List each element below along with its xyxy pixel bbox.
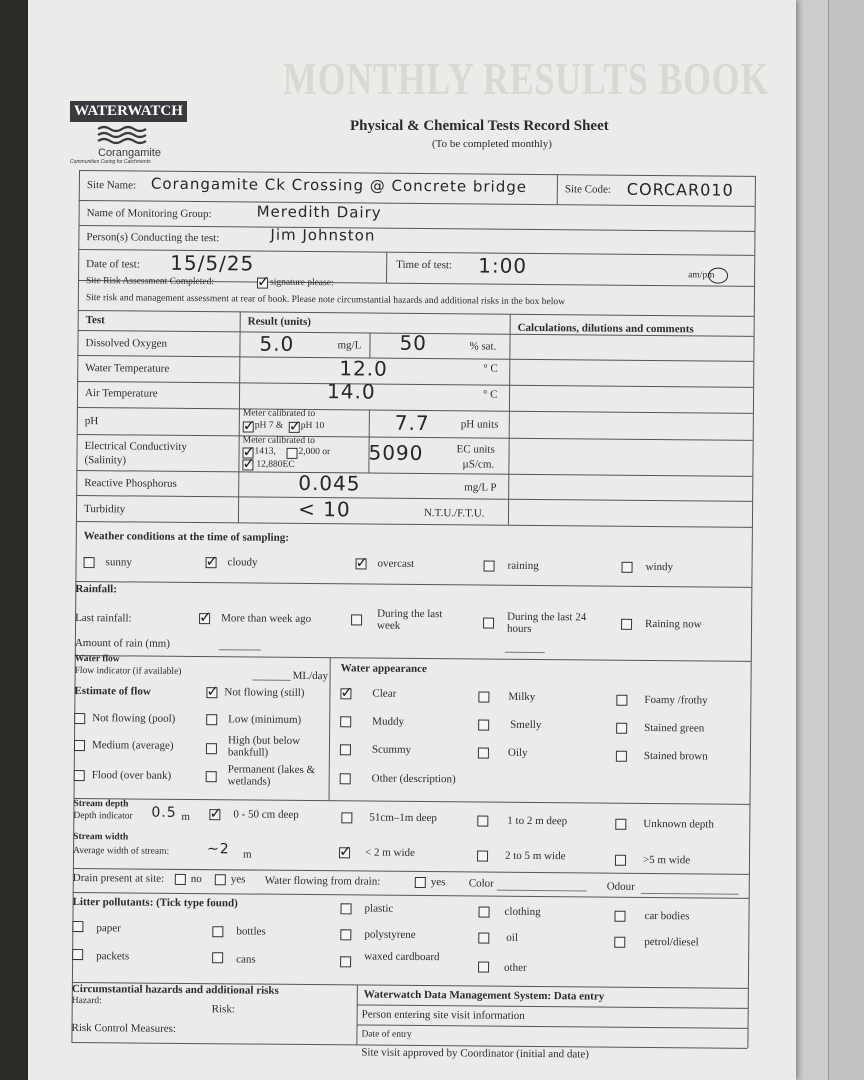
ph-label: pH bbox=[84, 415, 99, 428]
not-flowing-still-checkbox[interactable] bbox=[206, 687, 217, 698]
oil-checkbox[interactable] bbox=[478, 933, 489, 944]
waterwatch-logo bbox=[70, 101, 222, 165]
sunny-label: sunny bbox=[105, 556, 132, 569]
bottles-label: bottles bbox=[236, 925, 266, 938]
clothing-checkbox[interactable] bbox=[478, 907, 489, 918]
record-form bbox=[71, 170, 755, 1076]
medium-flow-label: Medium (average) bbox=[91, 739, 174, 752]
persons-value[interactable]: Jim Johnston bbox=[270, 225, 376, 245]
raining-now-checkbox[interactable] bbox=[621, 619, 632, 630]
logo-subtitle: Corangamite bbox=[98, 147, 161, 159]
background-page-3 bbox=[828, 0, 864, 1080]
depth-0-50-checkbox[interactable] bbox=[209, 809, 220, 820]
width-gt5-label: >5 m wide bbox=[642, 853, 691, 867]
waxed-cardboard-label: waxed cardboard bbox=[364, 950, 440, 964]
last-rainfall-label: Last rainfall: bbox=[75, 611, 132, 625]
more-than-week-checkbox[interactable] bbox=[199, 613, 210, 624]
depth-indicator-label: Depth indicator bbox=[73, 810, 133, 822]
permanent-flow-checkbox[interactable] bbox=[206, 771, 217, 782]
drain-no-checkbox[interactable] bbox=[175, 874, 186, 885]
depth-unknown-checkbox[interactable] bbox=[615, 819, 626, 830]
flow-indicator-label: Flow indicator (if available) bbox=[74, 665, 182, 677]
ghost-title: MONTHLY RESULTS BOOK bbox=[283, 53, 770, 104]
depth-indicator-value[interactable]: 0.5 bbox=[151, 804, 177, 821]
turbidity-unit: N.T.U./F.T.U. bbox=[423, 507, 485, 520]
windy-label: windy bbox=[645, 560, 674, 574]
turbidity-value[interactable]: < 10 bbox=[297, 496, 351, 522]
ampm-label: am/pm bbox=[688, 270, 715, 281]
group-value[interactable]: Meredith Dairy bbox=[256, 202, 382, 222]
cloudy-checkbox[interactable] bbox=[206, 557, 217, 568]
polystyrene-label: polystyrene bbox=[364, 928, 416, 941]
high-flow-label: High (but below bankfull) bbox=[227, 734, 301, 759]
rp-unit: mg/L P bbox=[464, 481, 497, 494]
depth-unknown-label: Unknown depth bbox=[643, 817, 714, 831]
risk-control-label: Risk Control Measures: bbox=[71, 1021, 177, 1035]
not-flowing-still-label: Not flowing (still) bbox=[224, 686, 305, 699]
milky-label: Milky bbox=[508, 690, 536, 704]
weather-heading: Weather conditions at the time of sampling: bbox=[83, 530, 289, 544]
do-value[interactable]: 5.0 bbox=[259, 331, 295, 356]
color-label: Color bbox=[468, 877, 494, 890]
avg-width-unit: m bbox=[242, 848, 252, 861]
water-flowing-drain-label: Water flowing from drain: bbox=[264, 874, 381, 888]
smelly-checkbox[interactable] bbox=[478, 720, 489, 731]
dms-person-label: Person entering site visit information bbox=[361, 1008, 525, 1022]
clothing-label: clothing bbox=[504, 905, 541, 919]
packets-label: packets bbox=[96, 950, 130, 963]
col-calc: Calculations, dilutions and comments bbox=[517, 321, 694, 336]
depth-1-2m-checkbox[interactable] bbox=[477, 816, 488, 827]
risk-completed-label: Site Risk Assessment Completed: bbox=[85, 276, 215, 288]
ec-value[interactable]: 5090 bbox=[368, 440, 424, 466]
muddy-label: Muddy bbox=[372, 715, 405, 728]
car-bodies-label: car bodies bbox=[644, 909, 690, 923]
rp-label: Reactive Phosphorus bbox=[84, 477, 177, 490]
avg-width-value[interactable]: ~2 bbox=[207, 841, 230, 858]
air-temp-unit: ° C bbox=[483, 388, 498, 401]
site-code-label: Site Code: bbox=[564, 183, 612, 196]
do-unit: mg/L bbox=[337, 339, 362, 352]
persons-label: Person(s) Conducting the test: bbox=[86, 231, 220, 245]
risk-signature-label: signature please: bbox=[269, 277, 334, 289]
dms-approved-label: Site visit approved by Coordinator (initial and date) bbox=[361, 1046, 589, 1061]
width-lt2-checkbox[interactable] bbox=[339, 847, 350, 858]
ec2000-checkbox[interactable] bbox=[286, 448, 297, 459]
cans-checkbox[interactable] bbox=[212, 952, 223, 963]
raining-label: raining bbox=[507, 559, 539, 573]
other-litter-label: other bbox=[504, 961, 527, 974]
ph7-label: pH 7 & bbox=[254, 420, 284, 431]
sheet-title: Physical & Chemical Tests Record Sheet bbox=[350, 118, 609, 134]
logo-tagline: Communities Caring for Catchments bbox=[70, 159, 151, 165]
depth-51-1m-label: 51cm–1m deep bbox=[369, 811, 437, 825]
cloudy-label: cloudy bbox=[227, 556, 258, 569]
ec1413-label: 1413, bbox=[254, 446, 276, 457]
drain-yes-checkbox[interactable] bbox=[215, 874, 226, 885]
site-name-label: Site Name: bbox=[86, 179, 137, 192]
ec-calibrated-label: Meter calibrated to bbox=[242, 435, 315, 447]
overcast-label: overcast bbox=[377, 557, 415, 570]
water-temp-label: Water Temperature bbox=[85, 362, 170, 375]
risk-label: Risk: bbox=[211, 1003, 235, 1016]
stained-green-checkbox[interactable] bbox=[616, 723, 627, 734]
waves-icon bbox=[70, 124, 190, 146]
stream-depth-heading: Stream depth bbox=[73, 798, 129, 810]
overcast-checkbox[interactable] bbox=[356, 558, 367, 569]
depth-unit: m bbox=[181, 810, 190, 823]
foamy-label: Foamy /frothy bbox=[644, 693, 708, 707]
odour-label: Odour bbox=[606, 880, 635, 893]
ph10-checkbox[interactable] bbox=[289, 422, 300, 433]
air-temp-value[interactable]: 14.0 bbox=[326, 379, 376, 404]
ml-day-label: ML/day bbox=[292, 669, 329, 683]
last-24h-label: During the last 24 hours bbox=[506, 610, 587, 635]
milky-checkbox[interactable] bbox=[478, 692, 489, 703]
oil-label: oil bbox=[506, 931, 518, 944]
do-sat-value[interactable]: 50 bbox=[399, 330, 428, 356]
last-24h-checkbox[interactable] bbox=[483, 618, 494, 629]
do-sat-unit: % sat. bbox=[469, 340, 497, 353]
waxed-cardboard-checkbox[interactable] bbox=[340, 956, 351, 967]
col-result: Result (units) bbox=[247, 315, 312, 329]
turbidity-label: Turbidity bbox=[83, 503, 126, 516]
rainfall-heading: Rainfall: bbox=[75, 582, 117, 596]
raining-checkbox[interactable] bbox=[484, 561, 495, 572]
muddy-checkbox[interactable] bbox=[340, 716, 351, 727]
estimate-flow-label: Estimate of flow bbox=[74, 684, 151, 698]
air-temp-label: Air Temperature bbox=[85, 387, 158, 400]
col-test: Test bbox=[85, 314, 105, 327]
width-gt5-checkbox[interactable] bbox=[615, 855, 626, 866]
water-appearance-heading: Water appearance bbox=[340, 662, 427, 676]
petrol-diesel-label: petrol/diesel bbox=[644, 935, 699, 949]
risk-completed-checkbox[interactable] bbox=[257, 278, 268, 289]
dms-heading: Waterwatch Data Management System: Data entry bbox=[363, 988, 605, 1003]
avg-width-label: Average width of stream: bbox=[73, 845, 170, 857]
site-name-value[interactable]: Corangamite Ck Crossing @ Concrete bridge bbox=[150, 174, 528, 196]
clear-label: Clear bbox=[372, 687, 397, 700]
drain-label: Drain present at site: bbox=[72, 871, 165, 885]
ph7-checkbox[interactable] bbox=[243, 421, 254, 432]
oily-label: Oily bbox=[507, 746, 528, 759]
ec-unit-2: µS/cm. bbox=[462, 458, 495, 471]
stained-brown-label: Stained brown bbox=[643, 749, 708, 763]
width-lt2-label: < 2 m wide bbox=[365, 846, 416, 859]
drain-flowing-yes-checkbox[interactable] bbox=[415, 877, 426, 888]
litter-heading: Litter pollutants: (Tick type found) bbox=[72, 895, 238, 910]
car-bodies-checkbox[interactable] bbox=[614, 911, 625, 922]
drain-yes-label: yes bbox=[230, 873, 246, 886]
medium-flow-checkbox[interactable] bbox=[74, 740, 85, 751]
amount-rain-label: Amount of rain (mm) bbox=[74, 636, 170, 650]
ph-unit: pH units bbox=[460, 418, 499, 431]
depth-0-50-label: 0 - 50 cm deep bbox=[233, 808, 299, 821]
permanent-flow-label: Permanent (lakes & wetlands) bbox=[227, 763, 316, 788]
rp-value[interactable]: 0.045 bbox=[298, 470, 361, 496]
date-value[interactable]: 15/5/25 bbox=[170, 250, 255, 276]
risk-note: Site risk and management assessment at rear of book. Please note circumstantial hazards and additional risks in the box below bbox=[85, 293, 566, 308]
flood-flow-checkbox[interactable] bbox=[74, 770, 85, 781]
not-flowing-pool-checkbox[interactable] bbox=[74, 713, 85, 724]
other-appearance-checkbox[interactable] bbox=[340, 773, 351, 784]
scummy-checkbox[interactable] bbox=[340, 744, 351, 755]
width-2-5-checkbox[interactable] bbox=[477, 850, 488, 861]
depth-51-1m-checkbox[interactable] bbox=[341, 812, 352, 823]
stream-width-heading: Stream width bbox=[73, 831, 129, 843]
time-label: Time of test: bbox=[396, 258, 453, 272]
oily-checkbox[interactable] bbox=[478, 748, 489, 759]
low-flow-label: Low (minimum) bbox=[228, 713, 302, 726]
sheet-subtitle: (To be completed monthly) bbox=[432, 138, 552, 150]
sunny-checkbox[interactable] bbox=[84, 557, 95, 568]
paper-checkbox[interactable] bbox=[72, 921, 83, 932]
cans-label: cans bbox=[236, 953, 256, 966]
raining-now-label: Raining now bbox=[645, 617, 702, 631]
water-temp-unit: ° C bbox=[483, 362, 498, 375]
stained-green-label: Stained green bbox=[644, 721, 705, 735]
pm-circle bbox=[708, 267, 728, 283]
last-week-checkbox[interactable] bbox=[351, 614, 362, 625]
other-litter-checkbox[interactable] bbox=[478, 962, 489, 973]
drain-flowing-yes-label: yes bbox=[430, 876, 446, 889]
low-flow-checkbox[interactable] bbox=[206, 714, 217, 725]
site-code-value[interactable]: CORCAR010 bbox=[626, 179, 734, 200]
paper-label: paper bbox=[96, 922, 121, 935]
time-value[interactable]: 1:00 bbox=[478, 253, 528, 278]
other-appearance-label: Other (description) bbox=[371, 772, 456, 786]
group-label: Name of Monitoring Group: bbox=[86, 207, 212, 221]
ph10-label: pH 10 bbox=[300, 420, 325, 432]
logo-wordmark: WATERWATCH bbox=[70, 101, 187, 122]
drain-no-label: no bbox=[190, 873, 202, 886]
water-temp-value[interactable]: 12.0 bbox=[339, 356, 388, 381]
depth-1-2m-label: 1 to 2 m deep bbox=[507, 814, 568, 828]
ec-unit: EC units bbox=[456, 443, 495, 456]
flood-flow-label: Flood (over bank) bbox=[91, 769, 172, 782]
plastic-checkbox[interactable] bbox=[341, 903, 352, 914]
ec2000-label: 2,000 or bbox=[298, 446, 331, 458]
not-flowing-pool-label: Not flowing (pool) bbox=[92, 712, 176, 725]
hazard-label: Hazard: bbox=[71, 995, 102, 1007]
ec12880-label: 12,880EC bbox=[256, 459, 295, 470]
windy-checkbox[interactable] bbox=[622, 562, 633, 573]
polystyrene-checkbox[interactable] bbox=[340, 929, 351, 940]
packets-checkbox[interactable] bbox=[72, 949, 83, 960]
scummy-label: Scummy bbox=[371, 743, 412, 756]
high-flow-checkbox[interactable] bbox=[206, 743, 217, 754]
width-2-5-label: 2 to 5 m wide bbox=[504, 849, 566, 863]
more-than-week-label: More than week ago bbox=[221, 612, 312, 626]
stained-brown-checkbox[interactable] bbox=[616, 751, 627, 762]
ec-label: Electrical Conductivity bbox=[84, 440, 187, 453]
ph-value[interactable]: 7.7 bbox=[394, 410, 430, 436]
ph-calibrated-label: Meter calibrated to bbox=[242, 408, 316, 420]
do-label: Dissolved Oxygen bbox=[85, 337, 168, 350]
water-flow-heading: Water flow bbox=[74, 653, 120, 665]
ec-label-2: (Salinity) bbox=[84, 454, 127, 467]
bottles-checkbox[interactable] bbox=[212, 926, 223, 937]
smelly-label: Smelly bbox=[510, 718, 542, 732]
hazards-heading: Circumstantial hazards and additional risks bbox=[71, 982, 279, 997]
date-label: Date of test: bbox=[86, 258, 140, 271]
petrol-diesel-checkbox[interactable] bbox=[614, 937, 625, 948]
plastic-label: plastic bbox=[364, 902, 394, 915]
ec12880-checkbox[interactable] bbox=[242, 459, 253, 470]
clear-checkbox[interactable] bbox=[340, 688, 351, 699]
foamy-checkbox[interactable] bbox=[616, 695, 627, 706]
last-week-label: During the last week bbox=[376, 607, 443, 632]
dms-date-label: Date of entry bbox=[361, 1029, 412, 1040]
